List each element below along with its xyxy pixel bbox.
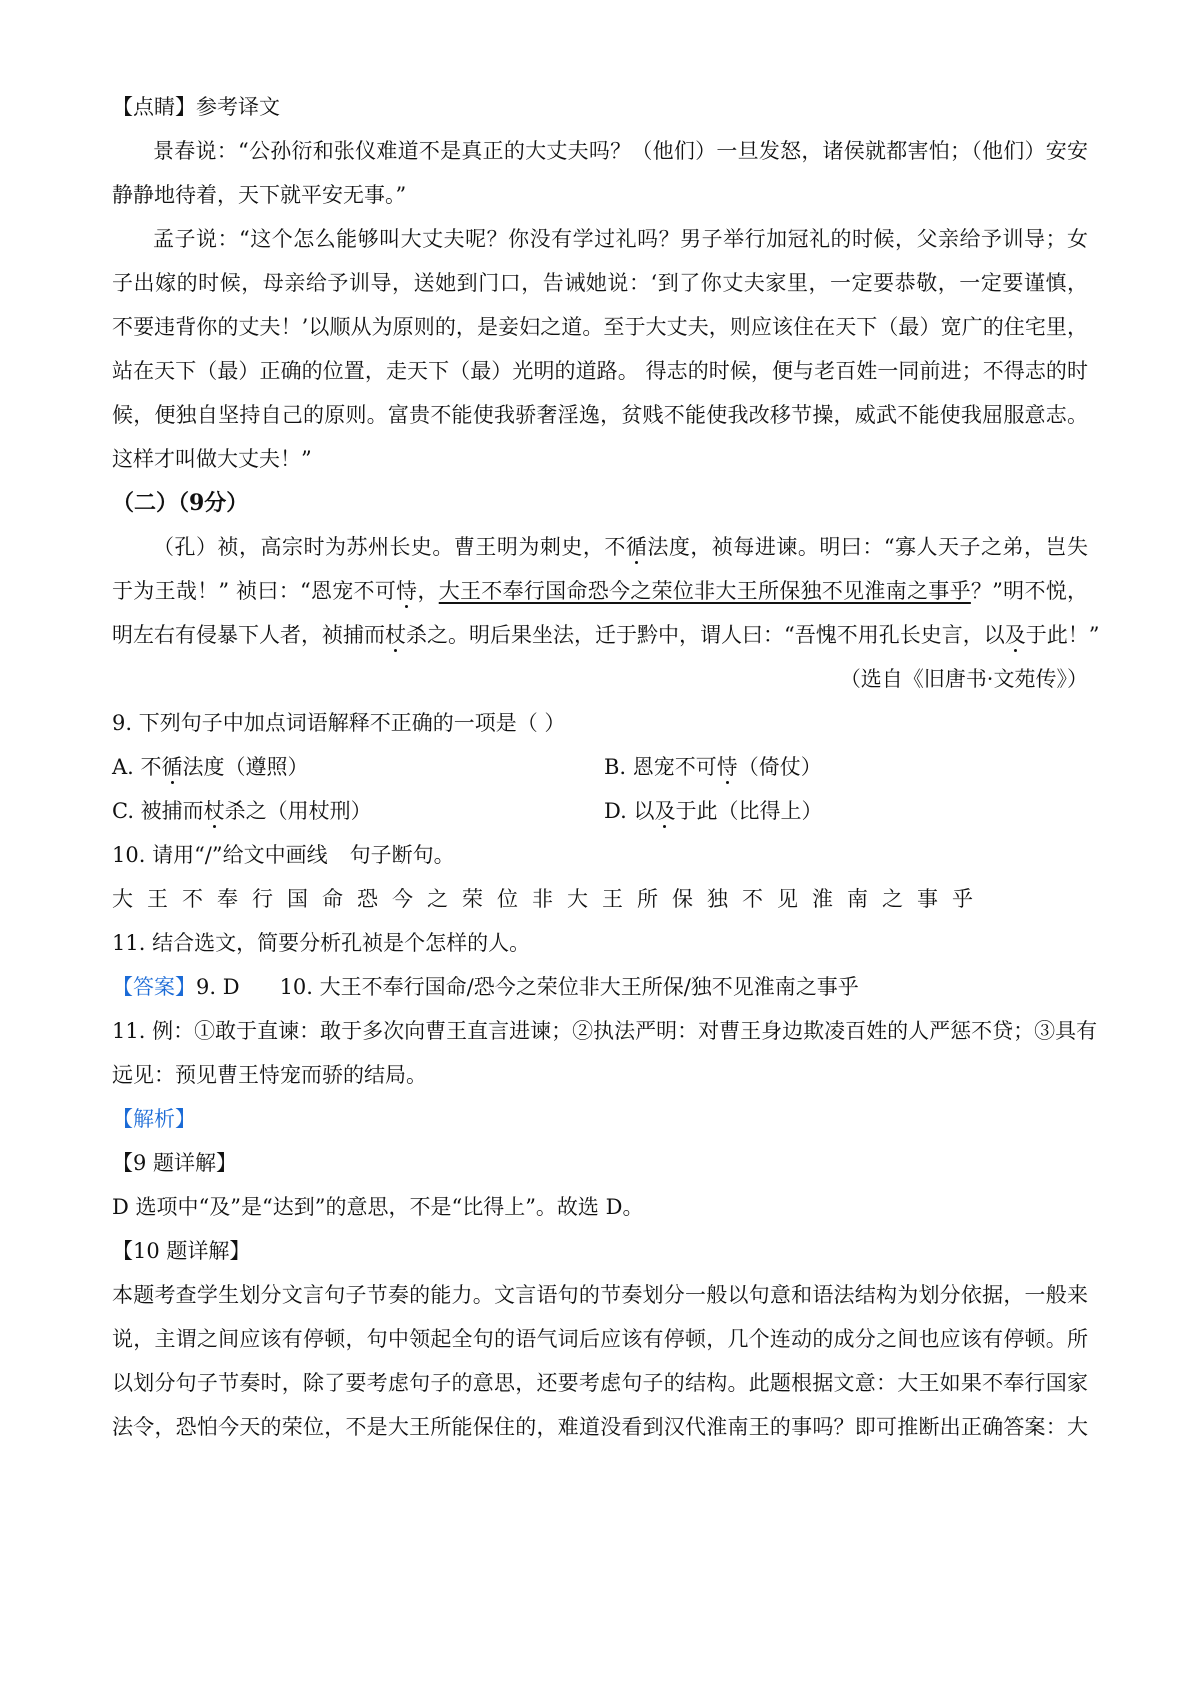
question-text: 句子断句。: [349, 843, 455, 867]
passage-text: 于此！”: [1025, 623, 1100, 647]
passage-line: [112, 576, 1088, 606]
q9-detail-text: D 选项中“及”是“达到”的意思，不是“比得上”。故选 D。: [112, 1195, 644, 1219]
q10-detail-line: 以划分句子节奏时，除了要考虑句子的意思，还要考虑句子的结构。此题根据文意：大王如果不奉行国家: [112, 1371, 1088, 1395]
passage-text: （孔）祯，高宗时为苏州长史。曹王明为刺史，不: [153, 535, 626, 559]
translation-line: 站在天下（最）正确的位置，走天下（最）光明的道路。 得志的时候，便与老百姓一同前进；不得志的时: [112, 359, 1088, 383]
passage-text: 杀之。明后果坐法，迁于黔中，谓人曰：“吾愧不用孔长史言，以: [406, 623, 1005, 647]
question-text: 10. 请用“/”给文中画线: [112, 843, 328, 867]
answer-line: [112, 972, 859, 1002]
passage-text: ，: [417, 579, 439, 603]
dotted-word: 恃: [716, 755, 738, 779]
option-c: [112, 799, 372, 823]
underlined-sentence: 大王不奉行国命恐今之荣位非大王所保独不见淮南之事乎: [438, 579, 971, 603]
q10-detail-line: 法令，恐怕今天的荣位，不是大王所能保住的，难道没看到汉代淮南王的事吗？即可推断出正确答案：大: [112, 1415, 1088, 1439]
passage-line: [153, 532, 1088, 562]
dotted-word: 及: [654, 799, 676, 823]
passage-text: 明左右有侵暴下人者，祯捕而: [112, 623, 385, 647]
translation-line: 候，便独自坚持自己的原则。富贵不能使我骄奢淫逸，贫贱不能使我改移节操，威武不能使我屈服意志。: [112, 403, 1088, 427]
dotted-word: 循: [161, 755, 183, 779]
analysis-tag: 【解析】: [112, 1107, 196, 1131]
dianjing-title: 参考译文: [196, 95, 280, 119]
option-text: C. 被捕而: [112, 799, 204, 823]
question-9-options-row: [112, 796, 1088, 826]
option-d: [604, 796, 822, 826]
option-text: B. 恩宠不可: [604, 755, 717, 779]
translation-line: 这样才叫做大丈夫！”: [112, 447, 312, 471]
option-text: 法度（遵照）: [182, 755, 309, 779]
q9-detail-heading: 【9 题详解】: [112, 1151, 238, 1175]
translation-line: 静静地待着，天下就平安无事。”: [112, 183, 407, 207]
answer-tag: 【答案】: [112, 975, 196, 999]
passage-text: ？”明不悦，: [970, 579, 1089, 603]
dotted-word: 杖: [203, 799, 225, 823]
dotted-word: 循: [625, 535, 648, 559]
question-11-stem: 11. 结合选文，简要分析孔祯是个怎样的人。: [112, 931, 531, 955]
passage-text: 法度，祯每进谏。明曰：“寡人天子之弟，岂失: [647, 535, 1089, 559]
answer-9: 9. D: [196, 975, 240, 999]
option-text: 杀之（用杖刑）: [224, 799, 372, 823]
question-9-options-row: [112, 752, 1088, 782]
dotted-word: 及: [1004, 623, 1026, 647]
answer-10: 10. 大王不奉行国命/恐今之荣位非大王所保/独不见淮南之事乎: [279, 975, 859, 999]
option-text: A. 不: [112, 755, 162, 779]
option-a: [112, 755, 309, 779]
section-heading: （二）（9分）: [112, 490, 249, 516]
option-b: [604, 752, 822, 782]
dotted-word: 恃: [396, 579, 418, 603]
question-9-stem: 9. 下列句子中加点词语解释不正确的一项是（ ）: [112, 711, 566, 735]
answer-11-line: 11. 例：①敢于直谏：敢于多次向曹王直言进谏；②执法严明：对曹王身边欺凌百姓的人严惩不贷；③具有: [112, 1019, 1098, 1043]
translation-line: 子出嫁的时候，母亲给予训导，送她到门口，告诫她说：‘到了你丈夫家里，一定要恭敬，一定要谨慎，: [112, 271, 1088, 295]
option-text: 于此（比得上）: [675, 799, 823, 823]
question-10-stem: [112, 840, 455, 870]
answer-11-line: 远见：预见曹王恃宠而骄的结局。: [112, 1063, 427, 1087]
q10-detail-line: 本题考查学生划分文言句子节奏的能力。文言语句的节奏划分一般以句意和语法结构为划分依据，一般来: [112, 1283, 1088, 1307]
passage-text: 于为王哉！” 祯曰：“恩宠不可: [112, 579, 397, 603]
q10-detail-line: 说，主谓之间应该有停顿，句中领起全句的语气词后应该有停顿，几个连动的成分之间也应该有停顿。所: [112, 1327, 1088, 1351]
question-10-sentence: 大王不奉行国命恐今之荣位非大王所保独不见淮南之事乎: [112, 887, 987, 911]
dianjing-tag: 【点睛】: [112, 95, 196, 119]
option-text: D. 以: [604, 799, 655, 823]
option-text: （倚仗）: [737, 755, 822, 779]
translation-line: 景春说：“公孙衍和张仪难道不是真正的大丈夫吗？（他们）一旦发怒，诸侯就都害怕；（他们）安安: [153, 139, 1088, 163]
dotted-word: 杖: [385, 623, 406, 647]
translation-line: 不要违背你的丈夫！’以顺从为原则的，是妾妇之道。至于大丈夫，则应该住在天下（最）宽广的住宅里，: [112, 315, 1088, 339]
dianjing-heading: [112, 92, 280, 122]
passage-line: [112, 620, 1100, 650]
translation-line: 孟子说：“这个怎么能够叫大丈夫呢？你没有学过礼吗？男子举行加冠礼的时候，父亲给予训导；女: [153, 227, 1088, 251]
passage-source: （选自《旧唐书·文苑传》）: [839, 667, 1088, 691]
q10-detail-heading: 【10 题详解】: [112, 1239, 251, 1263]
